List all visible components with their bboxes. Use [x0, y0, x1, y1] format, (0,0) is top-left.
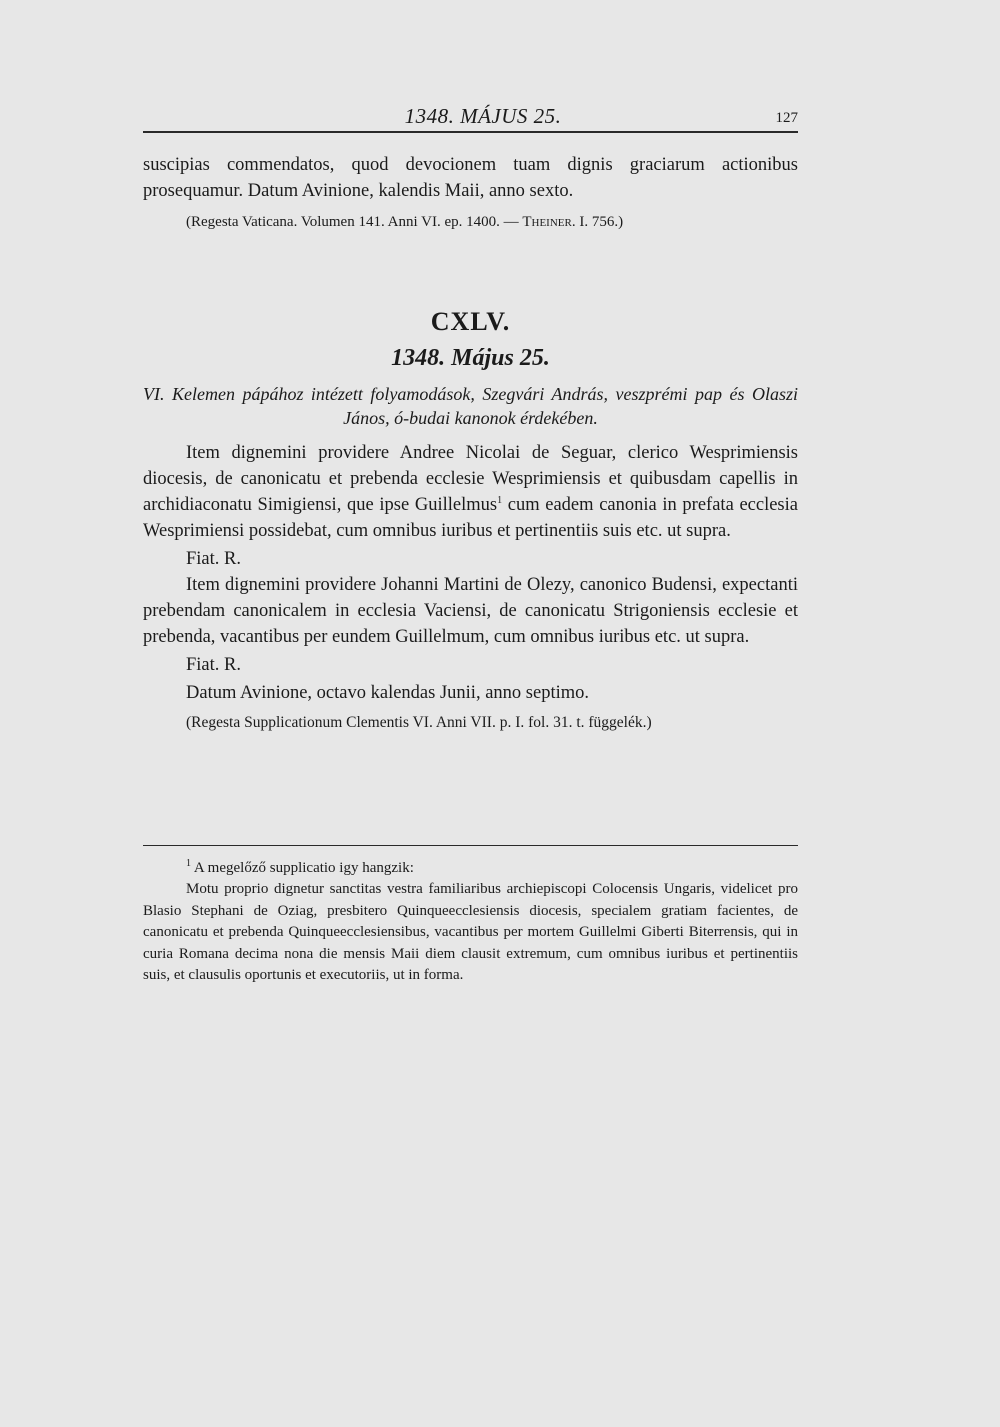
document-citation: (Regesta Supplicationum Clementis VI. Anni VII. p. I. fol. 31. t. függelék.)	[186, 714, 652, 731]
document-summary: VI. Kelemen pápához intézett folyamodások, Szegvári András, veszprémi pap és Olaszi János, ó-budai kanonok érdekében.	[143, 384, 798, 428]
fiat-line-2: Fiat. R.	[186, 655, 241, 675]
page-number: 127	[775, 110, 798, 126]
carryover-paragraph: suscipias commendatos, quod devocionem tuam dignis graciarum actionibus prosequamur. Datum Avinione, kalendis Maii, anno sexto.	[143, 155, 798, 201]
footnotes	[143, 858, 798, 987]
footnote-reference[interactable]: 1	[497, 494, 503, 506]
footnote-intro-text: A megelőző supplicatio igy hangzik:	[191, 860, 414, 876]
citation-author: Theiner.	[522, 214, 576, 230]
page-header	[143, 104, 798, 130]
petition-paragraph-2: Item dignemini providere Johanni Martini de Olezy, canonico Budensi, expectanti prebendam canonicalem in ecclesia Vaciensi, de canonicatu Strigoniensis ecclesie et prebenda, vacantibus per eundem Guillelmum, cum omnibus iuribus etc. ut supra.	[143, 575, 798, 647]
petition-text: Item dignemini providere Andree Nicolai de Seguar, clerico Wesprimiensis diocesis, de canonicatu et prebenda ecclesie Wesprimiensis et quibusdam capellis in archidiaconatu Simigiensi, que ipse Guillelmus	[143, 443, 798, 515]
page-body	[143, 152, 798, 734]
fiat-line: Fiat. R.	[186, 549, 241, 569]
petition-paragraph	[143, 440, 798, 544]
footnote-text: Motu proprio dignetur sanctitas vestra familiaribus archiepiscopi Colocensis Ungaris, videlicet pro Blasio Stephani de Oziag, presbitero Quinqueecclesiensis diocesis, specialem gratiam facientes, de canonicatu et prebenda Quinqueecclesiensibus, vacantibus per mortem Guillelmi Giberti Biterrensis, qui in curia Romana decima nona die mensis Maii diem clausit extremum, cum omnibus iuribus et pertinentiis suis, et clausulis oportunis et executoriis, ut in forma.	[143, 881, 798, 983]
document-number: CXLV.	[430, 307, 511, 336]
footnote-marker: 1	[186, 858, 191, 869]
dating-clause: Datum Avinione, octavo kalendas Junii, anno septimo.	[186, 683, 589, 703]
header-rule	[143, 131, 798, 133]
citation-source: (Regesta Vaticana. Volumen 141. Anni VI. ep. 1400. —	[186, 214, 523, 230]
footnote-intro	[143, 858, 798, 879]
running-head: 1348. MÁJUS 25.	[404, 104, 562, 128]
carryover-citation	[143, 211, 798, 233]
footnote-rule	[143, 845, 798, 846]
citation-reference: I. 756.)	[575, 214, 624, 230]
document-date: 1348. Május 25.	[391, 345, 550, 371]
petition-text-continued: cum eadem canonia in prefata ecclesia Wesprimiensi possidebat, cum omnibus iuribus et pertinentiis suis etc. ut supra.	[143, 495, 798, 541]
